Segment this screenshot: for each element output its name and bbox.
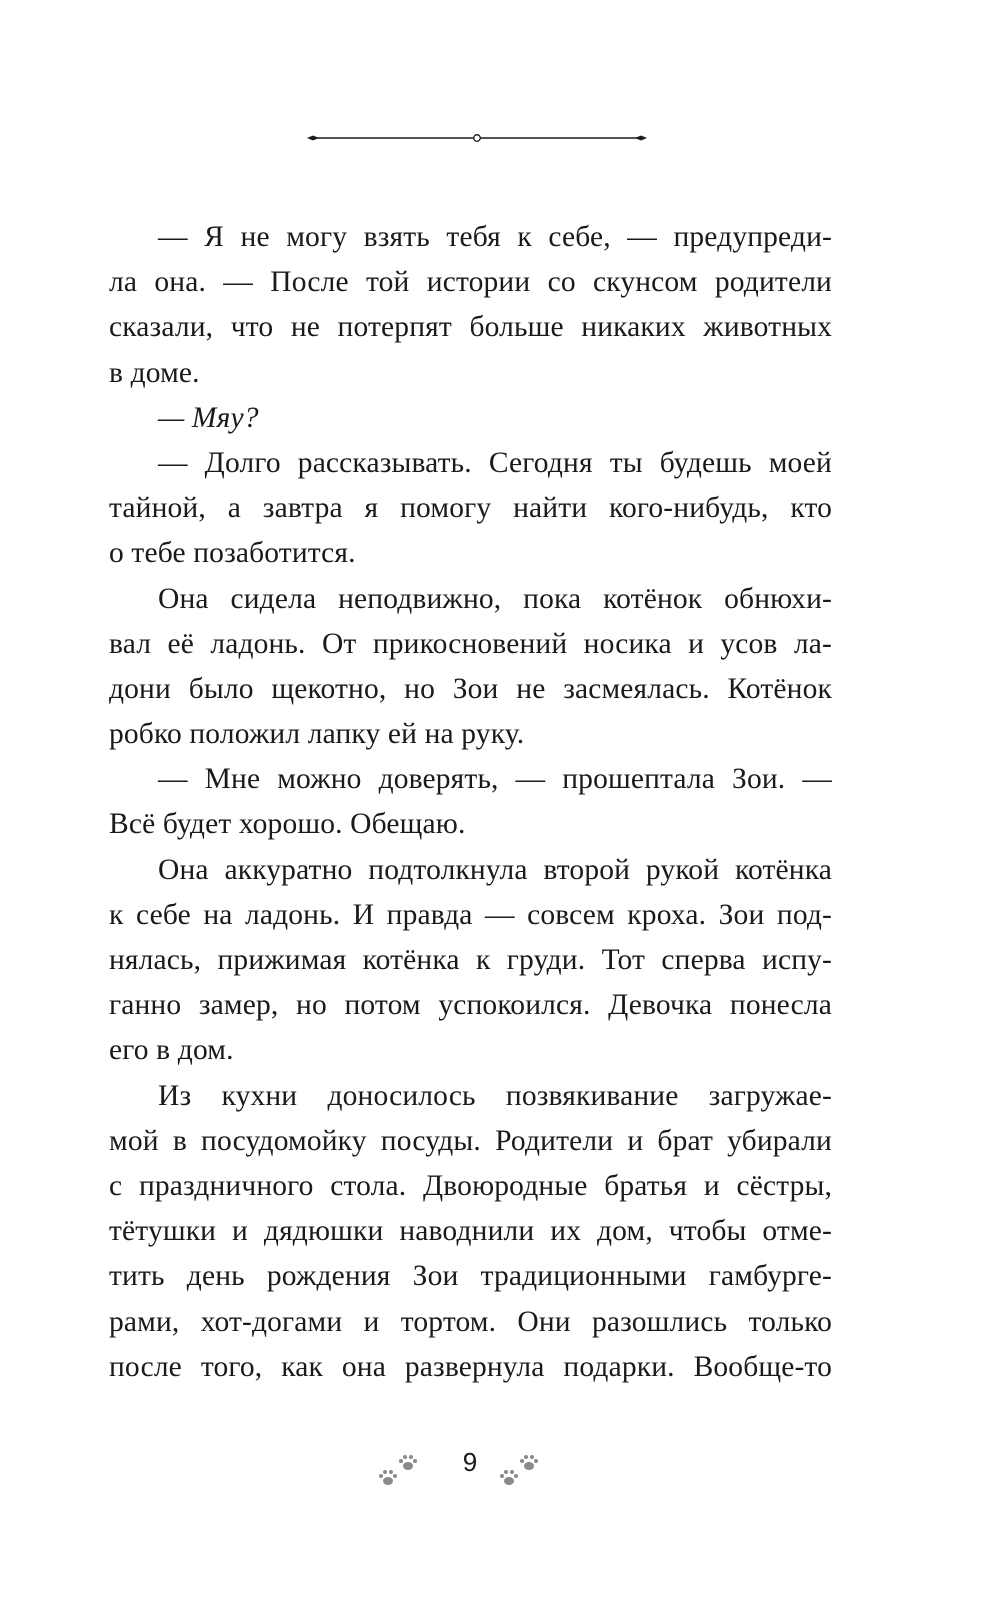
page-footer (0, 1447, 1000, 1507)
text-line: о тебе позаботится. (109, 537, 356, 570)
text-line: после того, как она развернула подарки. Вообще-то (109, 1350, 832, 1383)
text-line: тётушки и дядюшки наводнили их дом, чтобы отме- (109, 1215, 832, 1248)
text-line: — Долго рассказывать. Сегодня ты будешь моей (158, 446, 832, 479)
paw-prints-icon (497, 1453, 567, 1493)
text-line: нялась, прижимая котёнка к груди. Тот сперва испу- (109, 944, 832, 976)
text-line: Она аккуратно подтолкнула второй рукой котёнка (158, 853, 832, 886)
paragraph (109, 757, 832, 847)
text-line: тайной, а завтра я помогу найти кого-нибудь, кто (109, 492, 832, 525)
text-line: вал её ладонь. От прикосновений носика и усов ла- (109, 627, 832, 660)
text-line: — Я не могу взять тебя к себе, — предупреди- (158, 221, 832, 253)
text-line: его в дом. (109, 1034, 234, 1067)
text-line: к себе на ладонь. И правда — совсем кроха. Зои под- (109, 898, 832, 931)
text-line: в доме. (109, 356, 200, 389)
text-line: Всё будет хорошо. Обещаю. (109, 808, 466, 841)
text-line: — Мне можно доверять, — прошептала Зои. — (158, 763, 832, 796)
body-text (109, 215, 832, 1390)
paragraph (109, 848, 832, 1074)
paragraph (109, 396, 832, 441)
text-line: с праздничного стола. Двоюродные братья и сёстры, (109, 1169, 832, 1202)
paragraph (109, 577, 832, 758)
text-line: Из кухни доносилось позвякивание загружае- (158, 1079, 832, 1112)
divider-ornament-icon (307, 128, 647, 148)
text-line: ганно замер, но потом успокоился. Девочка понесла (109, 989, 832, 1022)
paragraph (109, 215, 832, 396)
text-line: мой в посудомойку посуды. Родители и брат убирали (109, 1124, 832, 1157)
text-line: — Мяу? (158, 401, 259, 434)
text-line: ла она. — После той истории со скунсом родители (109, 266, 832, 299)
text-line: рами, хот-догами и тортом. Они разошлись только (109, 1305, 832, 1338)
text-line: сказали, что не потерпят больше никаких животных (109, 311, 832, 344)
paragraph (109, 441, 832, 577)
text-line: Она сидела неподвижно, пока котёнок обнюхи- (158, 582, 832, 615)
page-number: 9 (462, 1447, 478, 1477)
text-line: робко положил лапку ей на руку. (109, 718, 525, 751)
text-line: тить день рождения Зои традиционными гамбурге- (109, 1260, 832, 1293)
text-line: дони было щекотно, но Зои не засмеялась. Котёнок (109, 672, 832, 705)
paw-prints-icon (376, 1453, 446, 1493)
paragraph (109, 1074, 832, 1390)
